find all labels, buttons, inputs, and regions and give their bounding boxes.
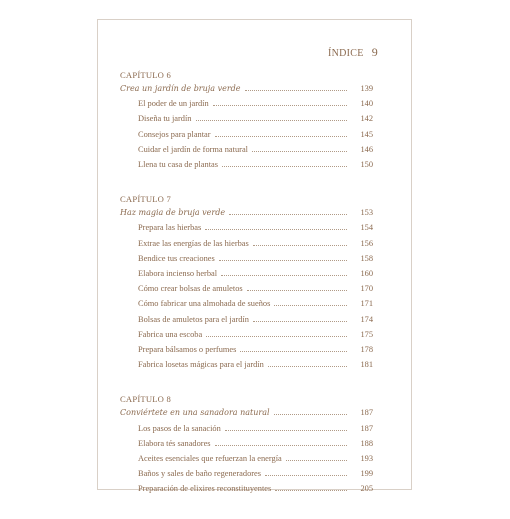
entry-text: Preparación de elixires reconstituyentes	[138, 484, 272, 494]
toc-entry	[120, 327, 373, 342]
dot-leader	[222, 166, 347, 167]
dot-leader	[221, 275, 347, 276]
entry-text: Cuidar el jardín de forma natural	[138, 144, 248, 154]
entry-text: Cómo fabricar una almohada de sueños	[138, 299, 271, 309]
dot-leader	[225, 430, 347, 431]
entry-page: 174	[360, 314, 373, 324]
dot-leader	[205, 229, 347, 230]
entry-page: 146	[360, 144, 373, 154]
chapter-title: Crea un jardín de bruja verde	[120, 84, 241, 93]
toc-entry	[120, 157, 373, 172]
entry-text: Consejos para plantar	[138, 129, 211, 139]
entry-text: Elabora incienso herbal	[138, 269, 218, 279]
dot-leader	[274, 305, 347, 306]
dot-leader	[213, 105, 347, 106]
entry-page: 154	[360, 223, 373, 233]
entry-page: 150	[360, 160, 373, 170]
dot-leader	[215, 136, 347, 137]
entry-page: 158	[360, 253, 373, 263]
entry-page: 188	[360, 438, 373, 448]
dot-leader	[253, 321, 347, 322]
chapter-6	[120, 70, 373, 172]
toc-entry	[120, 96, 373, 111]
entry-text: Extrae las energías de las hierbas	[138, 238, 249, 248]
entry-text: Bendice tus creaciones	[138, 253, 215, 263]
entry-text: Prepara las hierbas	[138, 223, 202, 233]
chapter-7	[120, 194, 373, 372]
toc-entry	[120, 127, 373, 142]
entry-page: 142	[360, 114, 373, 124]
dot-leader	[274, 414, 347, 415]
entry-text: Elabora tés sanadores	[138, 438, 211, 448]
dot-leader	[229, 214, 347, 215]
toc-entry	[120, 466, 373, 481]
book-page	[97, 19, 412, 494]
chapter-label: CAPÍTULO 8	[120, 394, 171, 405]
toc-entry	[120, 111, 373, 126]
entry-page: 205	[360, 484, 373, 494]
toc-entry	[120, 342, 373, 357]
toc-entry	[120, 405, 373, 420]
dot-leader	[253, 245, 347, 246]
toc-entry	[120, 451, 373, 466]
entry-text: Los pasos de la sanación	[138, 423, 221, 433]
toc-entry	[120, 251, 373, 266]
entry-page: 153	[360, 208, 373, 218]
toc-entry	[120, 357, 373, 372]
running-header	[328, 45, 378, 60]
entry-text: Cómo crear bolsas de amuletos	[138, 284, 243, 294]
chapter-8	[120, 394, 373, 496]
toc-entry	[120, 205, 373, 220]
entry-page: 170	[360, 284, 373, 294]
entry-text: Bolsas de amuletos para el jardín	[138, 314, 249, 324]
entry-text: Baños y sales de baño regeneradores	[138, 469, 262, 479]
entry-page: 171	[360, 299, 373, 309]
entry-page: 160	[360, 269, 373, 279]
entry-text: Aceites esenciales que refuerzan la energía	[138, 454, 282, 464]
dot-leader	[215, 445, 347, 446]
dot-leader	[219, 260, 347, 261]
entry-page: 156	[360, 238, 373, 248]
entry-page: 140	[360, 99, 373, 109]
entry-page: 187	[360, 408, 373, 418]
chapter-title: Conviértete en una sanadora natural	[120, 408, 270, 418]
dot-leader	[268, 366, 347, 367]
toc-entry	[120, 312, 373, 327]
toc-entry	[120, 296, 373, 311]
entry-text: Fabrica una escoba	[138, 329, 203, 339]
toc-entry	[120, 220, 373, 235]
entry-text: El poder de un jardín	[138, 99, 209, 109]
dot-leader	[196, 120, 348, 121]
entry-page: 181	[360, 360, 373, 370]
entry-text: Fabrica losetas mágicas para el jardín	[138, 360, 264, 370]
toc-entry	[120, 421, 373, 436]
page-number: 9	[371, 45, 378, 59]
toc-entry	[120, 481, 373, 496]
entry-text: Diseña tu jardín	[138, 114, 192, 124]
entry-page: 178	[360, 345, 373, 355]
dot-leader	[275, 490, 347, 491]
toc-entry	[120, 436, 373, 451]
entry-page: 199	[360, 469, 373, 479]
chapter-label: CAPÍTULO 7	[120, 194, 171, 205]
dot-leader	[240, 351, 347, 352]
entry-page: 193	[360, 454, 373, 464]
toc-entry	[120, 142, 373, 157]
entry-text: Llena tu casa de plantas	[138, 160, 218, 170]
dot-leader	[247, 290, 347, 291]
dot-leader	[206, 336, 347, 337]
dot-leader	[265, 475, 347, 476]
entry-page: 187	[360, 423, 373, 433]
dot-leader	[252, 151, 347, 152]
toc-entry	[120, 236, 373, 251]
dot-leader	[245, 90, 347, 91]
entry-page: 175	[360, 329, 373, 339]
chapter-title: Haz magia de bruja verde	[120, 208, 226, 218]
toc-entry	[120, 266, 373, 281]
entry-text: Prepara bálsamos o perfumes	[138, 345, 237, 355]
header-title: ÍNDICE	[328, 48, 364, 59]
toc-entry	[120, 81, 373, 96]
dot-leader	[286, 460, 347, 461]
chapter-label: CAPÍTULO 6	[120, 70, 171, 80]
table-of-contents	[120, 70, 373, 519]
entry-page: 139	[360, 84, 373, 93]
entry-page: 145	[360, 129, 373, 139]
toc-entry	[120, 281, 373, 296]
